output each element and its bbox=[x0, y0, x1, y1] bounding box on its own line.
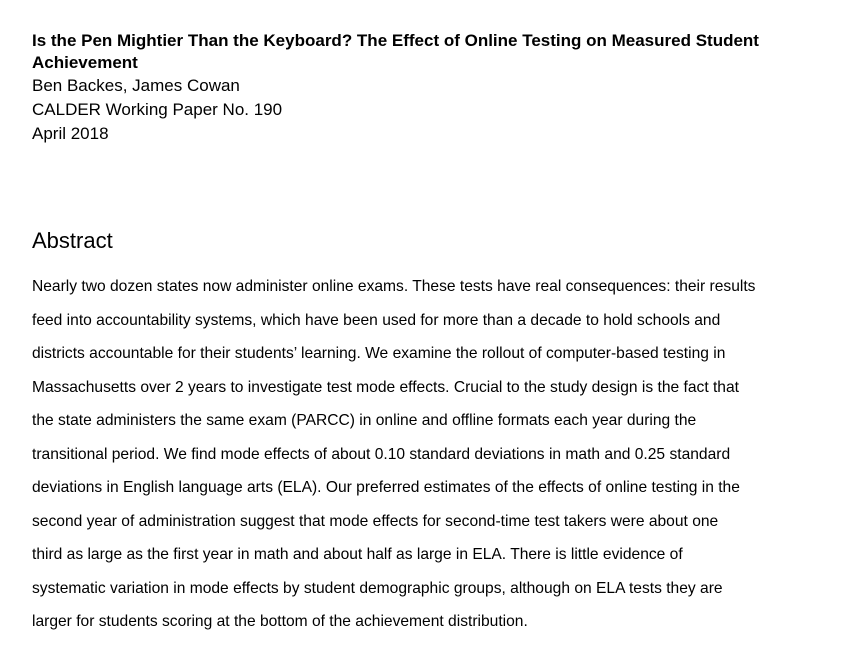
paper-header bbox=[32, 30, 832, 146]
abstract-heading: Abstract bbox=[32, 228, 113, 253]
abstract-body bbox=[32, 270, 822, 639]
abstract-line: transitional period. We find mode effects of about 0.10 standard deviations in math and 0.25 standard bbox=[32, 445, 731, 463]
paper-authors: Ben Backes, James Cowan bbox=[32, 76, 240, 95]
abstract-line: feed into accountability systems, which have been used for more than a decade to hold schools and bbox=[32, 311, 721, 329]
paper-series: CALDER Working Paper No. 190 bbox=[32, 100, 283, 119]
abstract-line: third as large as the first year in math and about half as large in ELA. There is little evidence of bbox=[32, 546, 683, 563]
abstract-line: systematic variation in mode effects by student demographic groups, although on ELA tests they are bbox=[32, 579, 723, 597]
paper-date: April 2018 bbox=[32, 124, 109, 143]
abstract-line: larger for students scoring at the bottom of the achievement distribution. bbox=[32, 613, 528, 630]
abstract-line: the state administers the same exam (PARCC) in online and offline formats each year during the bbox=[32, 412, 697, 429]
abstract-line: second year of administration suggest that mode effects for second-time test takers were about one bbox=[32, 512, 719, 530]
paper-title: Is the Pen Mightier Than the Keyboard? The Effect of Online Testing on Measured Student Achievement bbox=[32, 31, 759, 72]
abstract-line: Nearly two dozen states now administer online exams. These tests have real consequences: their results bbox=[32, 278, 756, 295]
abstract-line: districts accountable for their students’ learning. We examine the rollout of computer-based testing in bbox=[32, 345, 726, 362]
abstract-line: Massachusetts over 2 years to investigate test mode effects. Crucial to the study design is the fact that bbox=[32, 378, 739, 396]
abstract-line: deviations in English language arts (ELA). Our preferred estimates of the effects of online testing in the bbox=[32, 479, 740, 496]
